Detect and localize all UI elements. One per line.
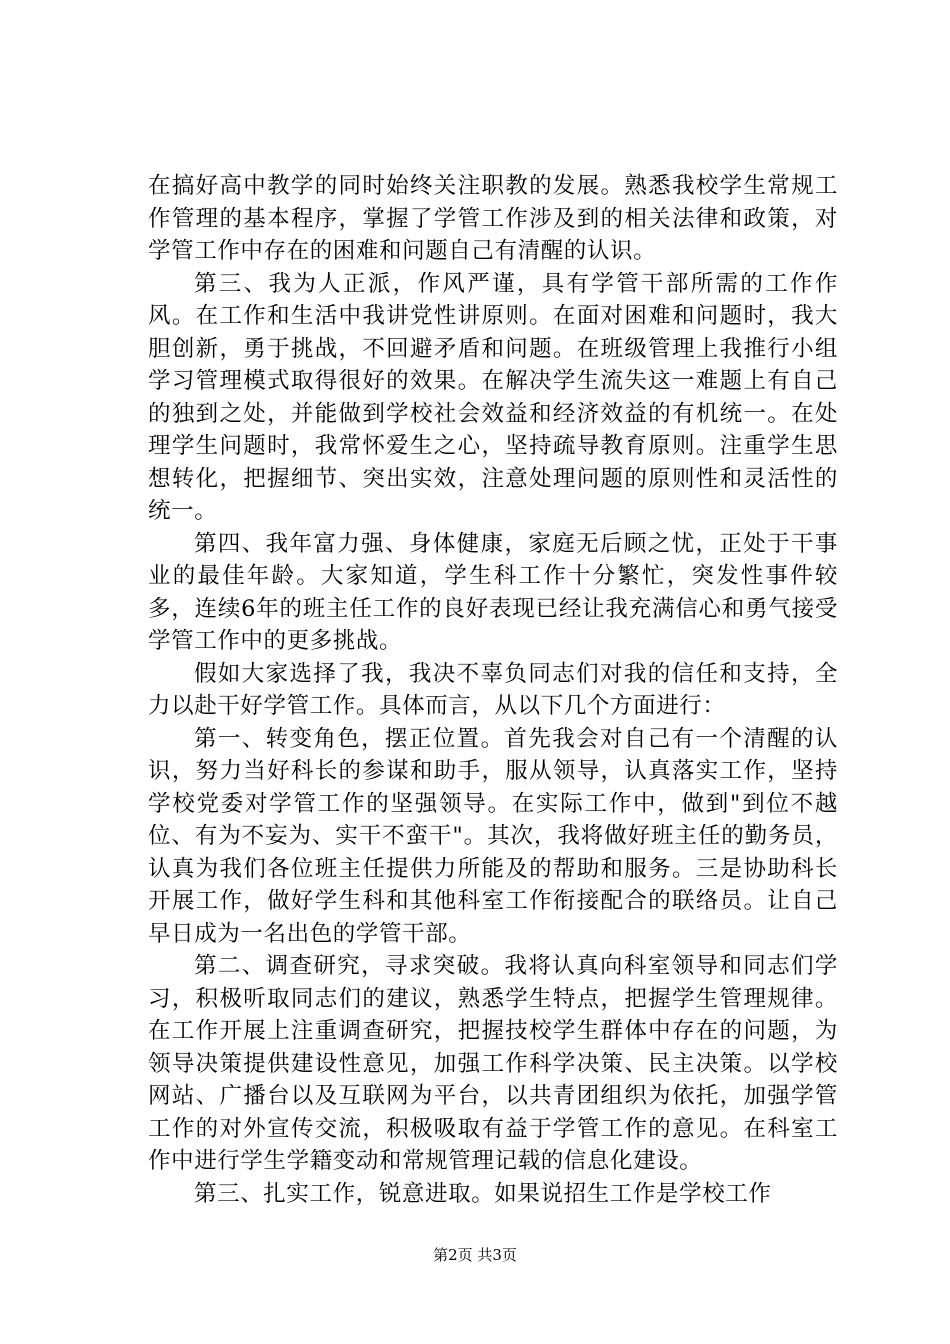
paragraph-third-point: 第三、我为人正派，作风严谨，具有学管干部所需的工作作风。在工作和生活中我讲党性讲原则。在面对困难和问题时，我大胆创新，勇于挑战，不回避矛盾和问题。在班级管理上我推行小组学习管理模式取得很好的效果。在解决学生流失这一难题上有自己的独到之处，并能做到学校社会效益和经济效益的有机统一。在处理学生问题时，我常怀爱生之心，坚持疏导教育原则。注重学生思想转化，把握细节、突出实效，注意处理问题的原则性和灵活性的统一。 [148,270,838,524]
paragraph-plan-third: 第三、扎实工作，锐意进取。如果说招生工作是学校工作 [194,1180,772,1207]
paragraph-plan-second: 第二、调查研究，寻求突破。我将认真向科室领导和同志们学习，积极听取同志们的建议，熟悉学生特点，把握学生管理规律。在工作开展上注重调查研究，把握技校学生群体中存在的问题，为领导决策提供建设性意见，加强工作科学决策、民主决策。以学校网站、广播台以及互联网为平台，以共青团组织为依托，加强学管工作的对外宣传交流，积极吸取有益于学管工作的意见。在科室工作中进行学生学籍变动和常规管理记载的信息化建设。 [148,953,838,1174]
paragraph-fourth-point: 第四、我年富力强、身体健康，家庭无后顾之忧，正处于干事业的最佳年龄。大家知道，学生科工作十分繁忙，突发性事件较多，连续6年的班主任工作的良好表现已经让我充满信心和勇气接受学管工作中的更多挑战。 [148,530,838,654]
paragraph-if-selected: 假如大家选择了我，我决不辜负同志们对我的信任和支持，全力以赴干好学管工作。具体而言，从以下几个方面进行： [148,660,838,719]
paragraph-continuation: 在搞好高中教学的同时始终关注职教的发展。熟悉我校学生常规工作管理的基本程序，掌握了学管工作涉及到的相关法律和政策，对学管工作中存在的困难和问题自己有清醒的认识。 [148,173,838,264]
document-body [148,170,838,1210]
page-number-footer: 第2页 共3页 [433,1246,517,1264]
paragraph-plan-first: 第一、转变角色，摆正位置。首先我会对自己有一个清醒的认识，努力当好科长的参谋和助手，服从领导，认真落实工作，坚持学校党委对学管工作的坚强领导。在实际工作中，做到"到位不越位、有为不妄为、实干不蛮干"。其次，我将做好班主任的勤务员，认真为我们各位班主任提供力所能及的帮助和服务。三是协助科长开展工作，做好学生科和其他科室工作衔接配合的联络员。让自己早日成为一名出色的学管干部。 [148,725,838,947]
